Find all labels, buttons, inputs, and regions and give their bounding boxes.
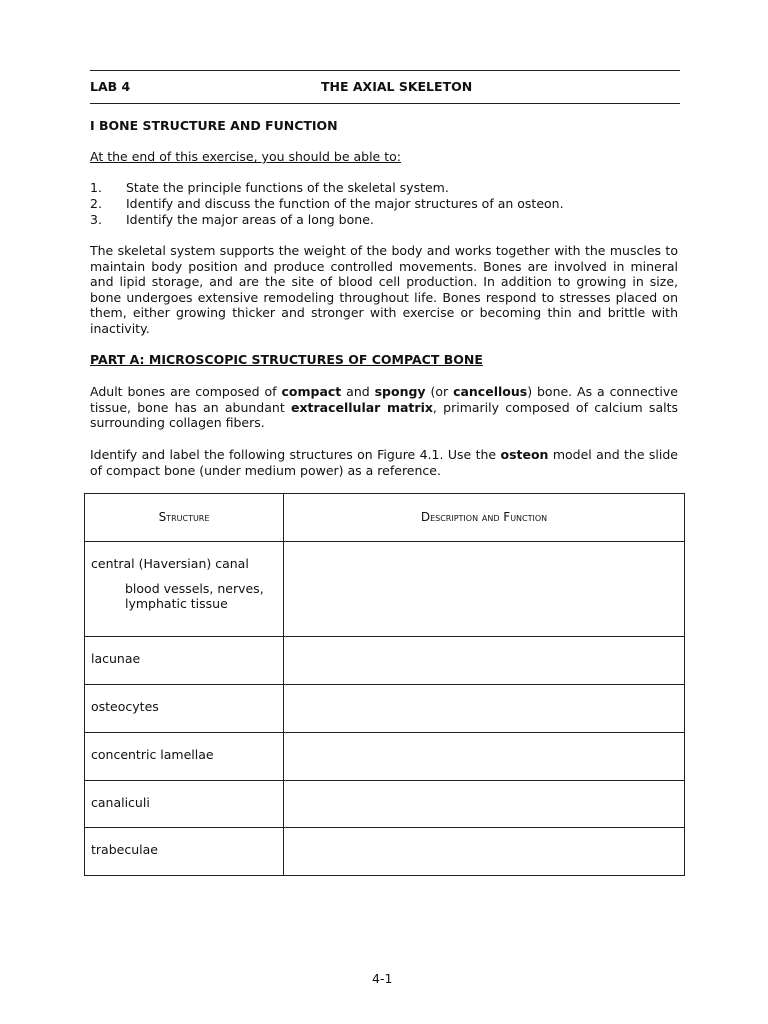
table-row [85, 542, 685, 637]
lab-number: LAB 4 [90, 79, 131, 94]
objective-text: Identify the major areas of a long bone. [126, 212, 374, 227]
table-row [85, 828, 685, 876]
table-row [85, 733, 685, 781]
objective-item [90, 196, 680, 212]
description-cell[interactable] [284, 733, 685, 781]
structure-column-header: Structure [85, 494, 284, 542]
objective-item [90, 180, 680, 196]
instructions-paragraph: Identify and label the following structures on Figure 4.1. Use the osteon model and the slide of compact bone (under medium power) as a reference. [90, 447, 678, 478]
term-extracellular-matrix: extracellular matrix [290, 399, 433, 415]
structure-cell [85, 637, 284, 685]
description-cell[interactable] [284, 828, 685, 876]
part-a-heading: PART A: MICROSCOPIC STRUCTURES OF COMPACT BONE [90, 352, 483, 367]
bone-composition-paragraph: Adult bones are composed of compact and spongy (or cancellous) bone. As a connective tissue, bone has an abundant extracellular matrix, primarily composed of calcium salts surrounding collagen fibers. [90, 384, 678, 430]
structure-name: osteocytes [91, 699, 159, 714]
structure-cell [85, 542, 284, 637]
objectives-heading: At the end of this exercise, you should be able to: [90, 149, 401, 164]
term-compact: compact [281, 384, 342, 399]
structure-name: lacunae [91, 651, 141, 666]
table-row [85, 781, 685, 828]
structure-name: trabeculae [91, 842, 158, 857]
header-top-rule [90, 70, 680, 71]
objective-text: Identify and discuss the function of the major structures of an osteon. [126, 196, 564, 211]
term-cancellous: cancellous [453, 384, 528, 399]
description-column-header: Description and Function [284, 494, 685, 542]
description-cell[interactable] [284, 637, 685, 685]
table-row [85, 685, 685, 733]
document-page [90, 0, 678, 1024]
structure-cell [85, 828, 284, 876]
structure-cell [85, 685, 284, 733]
structure-name: concentric lamellae [91, 747, 214, 762]
table-row [85, 637, 685, 685]
intro-paragraph: The skeletal system supports the weight of the body and works together with the muscles to maintain body position and produce controlled movements. Bones are involved in mineral and lipid storage, and are the site of blood cell production. In addition to growing in size, bone undergoes extensive remodeling throughout life. Bones respond to stresses placed on them, either growing thicker and stronger with exercise or becoming thin and brittle with inactivity. [90, 243, 678, 336]
structure-subnote: blood vessels, nerves, lymphatic tissue [125, 580, 264, 611]
description-cell[interactable] [284, 685, 685, 733]
structure-table [84, 493, 685, 876]
objective-number: 2. [90, 196, 102, 211]
section-title: I BONE STRUCTURE AND FUNCTION [90, 118, 338, 133]
structure-name: canaliculi [91, 795, 150, 810]
table-header-row [85, 494, 685, 542]
description-cell[interactable] [284, 781, 685, 828]
description-cell[interactable] [284, 542, 685, 637]
term-osteon: osteon [500, 447, 549, 462]
objective-number: 1. [90, 180, 102, 195]
structure-cell [85, 733, 284, 781]
structure-cell [85, 781, 284, 828]
lab-title: THE AXIAL SKELETON [321, 79, 473, 94]
objectives-list [90, 180, 680, 228]
page-number: 4-1 [372, 971, 393, 986]
objective-number: 3. [90, 212, 102, 227]
objective-text: State the principle functions of the skeletal system. [126, 180, 449, 195]
term-spongy: spongy [374, 384, 426, 399]
objective-item [90, 212, 680, 228]
structure-name: central (Haversian) canal [91, 556, 249, 571]
header-bottom-rule [90, 103, 680, 104]
